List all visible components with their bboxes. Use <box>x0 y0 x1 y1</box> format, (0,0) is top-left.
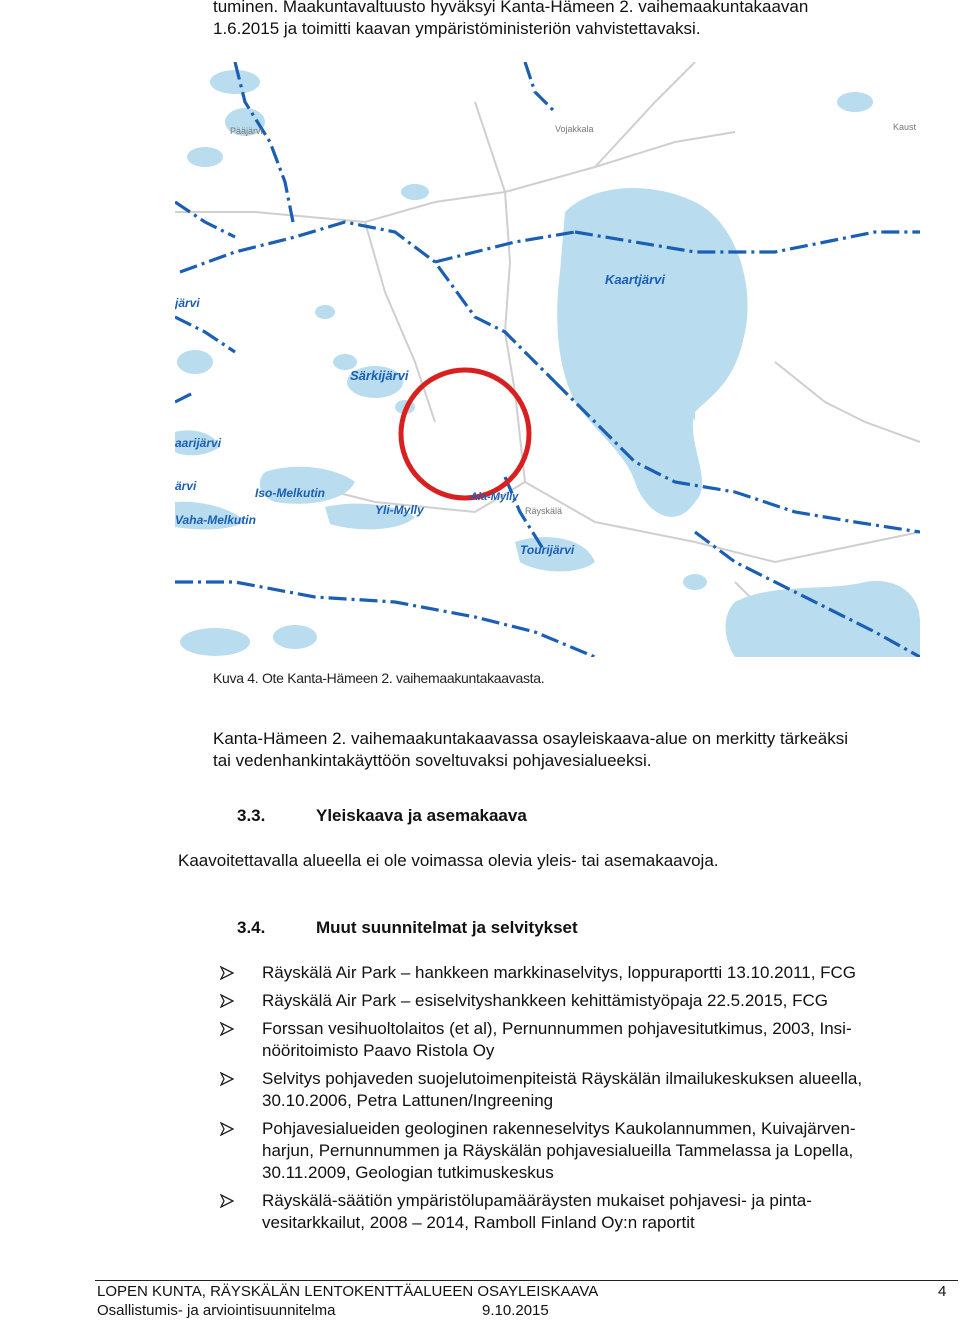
section-number: 3.3. <box>237 806 266 825</box>
arrow-bullet-icon <box>220 1072 234 1086</box>
label-kaust: Kaust <box>893 122 917 132</box>
label-paajarvi: Pääjärvi <box>230 126 263 136</box>
footer-date: 9.10.2015 <box>482 1302 549 1319</box>
list-item-text: vesitarkkailut, 2008 – 2014, Ramboll Finland Oy:n raportit <box>262 1213 695 1232</box>
list-item <box>220 1018 950 1062</box>
footer-title: LOPEN KUNTA, RÄYSKÄLÄN LENTOKENTTÄALUEEN OSAYLEISKAAVA <box>97 1283 599 1300</box>
section-number: 3.4. <box>237 918 266 937</box>
figure-caption: Kuva 4. Ote Kanta-Hämeen 2. vaihemaakuntakaavasta. <box>213 670 545 686</box>
list-item-text: Räyskälä Air Park – hankkeen markkinaselvitys, loppuraportti 13.10.2011, FCG <box>262 963 857 982</box>
list-item-text: harjun, Pernunnummen ja Räyskälän pohjavesialueilla Tammelassa ja Lopella, <box>262 1141 854 1160</box>
label-sarkijarvi: Särkijärvi <box>350 368 409 383</box>
intro-line-1: tuminen. Maakuntavaltuusto hyväksyi Kanta-Hämeen 2. vaihemaakuntakaavan <box>213 0 809 16</box>
arrow-bullet-icon <box>220 1122 234 1136</box>
list-item <box>220 962 950 984</box>
label-aarijarvi: aarijärvi <box>175 436 222 450</box>
reference-list <box>220 962 950 1240</box>
list-item-text: Pohjavesialueiden geologinen rakenneselvitys Kaukolannummen, Kuivajärven- <box>262 1119 856 1138</box>
list-item-text: 30.10.2006, Petra Lattunen/Ingreening <box>262 1091 554 1110</box>
footer-subtitle: Osallistumis- ja arviointisuunnitelma <box>97 1302 336 1319</box>
label-vaha-melkutin: Vaha-Melkutin <box>175 513 256 527</box>
footer-divider <box>95 1280 958 1281</box>
list-item-text: 30.11.2009, Geologian tutkimuskeskus <box>262 1163 554 1182</box>
list-item <box>220 990 950 1012</box>
arrow-bullet-icon <box>220 966 234 980</box>
list-item-text: Forssan vesihuoltolaitos (et al), Pernunnummen pohjavesitutkimus, 2003, Insi- <box>262 1019 852 1038</box>
label-tourujarvi: Tourijärvi <box>520 543 575 557</box>
regional-plan-map <box>175 62 920 657</box>
section-3-3-text: Kaavoitettavalla alueella ei ole voimassa olevia yleis- tai asemakaavoja. <box>178 851 719 870</box>
list-item-text: Räyskälä-säätiön ympäristölupamääräysten mukaiset pohjavesi- ja pinta- <box>262 1191 812 1210</box>
para1-line-2: tai vedenhankintakäyttöön soveltuvaksi pohjavesialueeksi. <box>213 751 652 770</box>
list-item <box>220 1190 950 1234</box>
arrow-bullet-icon <box>220 994 234 1008</box>
section-title: Muut suunnitelmat ja selvitykset <box>316 918 578 937</box>
label-ala-mylly: Ala-Mylly <box>470 491 519 503</box>
list-item-text: nööritoimisto Paavo Ristola Oy <box>262 1041 495 1060</box>
label-arvi: ärvi <box>175 479 197 493</box>
label-iso-melkutin: Iso-Melkutin <box>255 486 326 500</box>
label-kaartjarvi: Kaartjärvi <box>605 272 665 287</box>
list-item <box>220 1118 950 1184</box>
page-number: 4 <box>938 1283 947 1300</box>
label-jarvi-left: järvi <box>175 296 200 310</box>
list-item-text: Selvitys pohjaveden suojelutoimenpiteistä Räyskälän ilmailukeskuksen alueella, <box>262 1069 863 1088</box>
para1-line-1: Kanta-Hämeen 2. vaihemaakuntakaavassa osayleiskaava-alue on merkitty tärkeäksi <box>213 729 848 748</box>
arrow-bullet-icon <box>220 1022 234 1036</box>
list-item-text: Räyskälä Air Park – esiselvityshankkeen kehittämistyöpaja 22.5.2015, FCG <box>262 991 828 1010</box>
intro-line-2: 1.6.2015 ja toimitti kaavan ympäristöministeriön vahvistettavaksi. <box>213 19 701 38</box>
list-item <box>220 1068 950 1112</box>
label-vojakkala: Vojakkala <box>555 124 594 134</box>
label-yli-mylly: Yli-Mylly <box>375 503 424 517</box>
arrow-bullet-icon <box>220 1194 234 1208</box>
section-title: Yleiskaava ja asemakaava <box>316 806 527 825</box>
label-rayskala: Räyskälä <box>525 506 563 516</box>
